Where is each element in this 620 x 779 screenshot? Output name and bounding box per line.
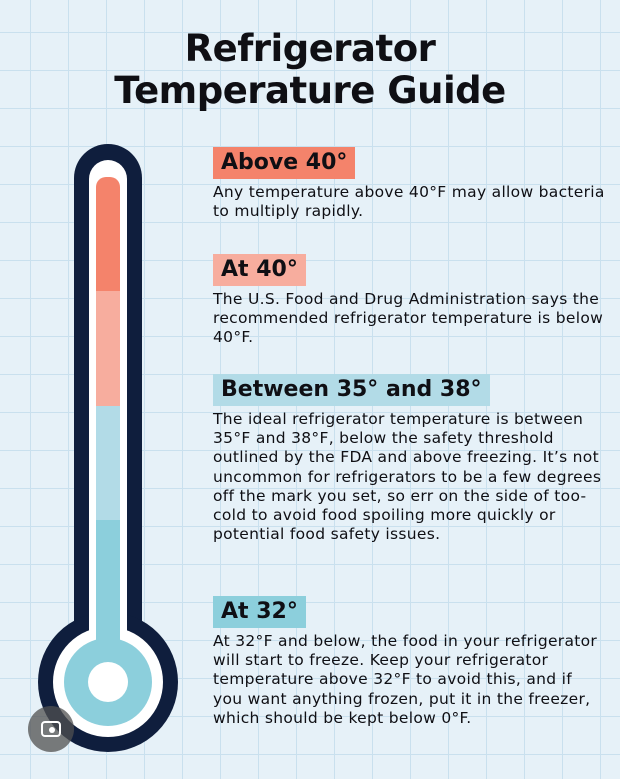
section-heading: Above 40° bbox=[213, 147, 355, 179]
thermometer-band-hot bbox=[96, 177, 120, 291]
section-heading: At 40° bbox=[213, 254, 306, 286]
section-heading: Between 35° and 38° bbox=[213, 374, 490, 406]
section-text: At 32°F and below, the food in your refrigerator will start to freeze. Keep your refrigerator temperature above 32°F to avoid this, and if you want anything frozen, put it in the freezer, which should be kept below 0°F. bbox=[213, 632, 598, 727]
section-text: Any temperature above 40°F may allow bacteria to multiply rapidly. bbox=[213, 183, 605, 221]
section-between-35-38 bbox=[213, 374, 605, 544]
section-text: The U.S. Food and Drug Administration says the recommended refrigerator temperature is below 40°F. bbox=[213, 290, 604, 347]
section-at-40 bbox=[213, 254, 605, 348]
thermometer-band-warm bbox=[96, 291, 120, 406]
thermometer-band-cool bbox=[96, 406, 120, 520]
section-text: The ideal refrigerator temperature is between 35°F and 38°F, below the safety threshold outlined by the FDA and above freezing. It’s not uncommon for refrigerators to be a few degrees off the mark you set, so err on the side of too-cold to avoid food spoiling more quickly or potential food safety issues. bbox=[213, 410, 602, 544]
title-line-2: Temperature Guide bbox=[114, 69, 506, 112]
thermometer-illustration bbox=[38, 144, 178, 752]
section-above-40 bbox=[213, 147, 605, 221]
lens-icon[interactable] bbox=[28, 706, 74, 752]
section-at-32 bbox=[213, 596, 605, 728]
title-line-1: Refrigerator bbox=[184, 27, 436, 70]
page-title bbox=[0, 28, 620, 112]
thermometer-bulb-center bbox=[88, 662, 128, 702]
section-heading: At 32° bbox=[213, 596, 306, 628]
